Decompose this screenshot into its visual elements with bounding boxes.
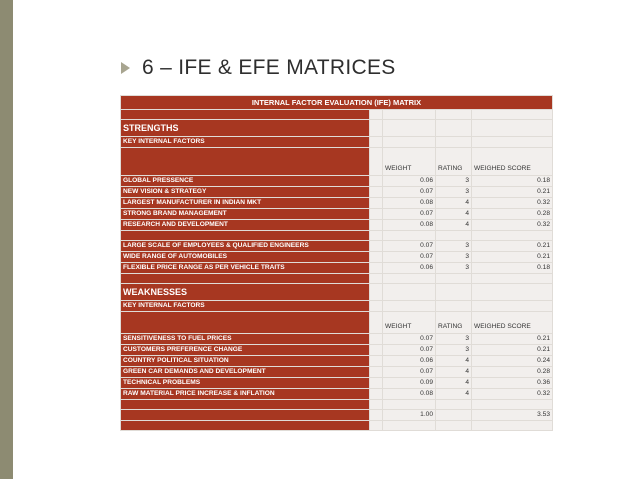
score-value: 0.21 xyxy=(472,187,553,198)
score-value: 0.32 xyxy=(472,198,553,209)
rating-value: 3 xyxy=(436,334,472,345)
weight-cell xyxy=(383,301,436,312)
subtitle-row xyxy=(121,301,553,312)
table-row xyxy=(121,263,553,274)
weight-value: 0.06 xyxy=(383,176,436,187)
gap-cell xyxy=(370,400,383,410)
gap-cell xyxy=(370,209,383,220)
weight-cell xyxy=(383,400,436,410)
weight-value: 0.07 xyxy=(383,334,436,345)
weight-cell xyxy=(383,421,436,431)
rating-value: 4 xyxy=(436,389,472,400)
gap-cell xyxy=(370,378,383,389)
score-cell xyxy=(472,274,553,284)
factor-label: TECHNICAL PROBLEMS xyxy=(121,378,370,389)
factor-label: STRONG BRAND MANAGEMENT xyxy=(121,209,370,220)
spacer-row xyxy=(121,421,553,431)
gap-cell xyxy=(370,345,383,356)
spacer-row xyxy=(121,274,553,284)
score-value: 0.21 xyxy=(472,345,553,356)
weight-cell xyxy=(383,284,436,301)
gap-cell xyxy=(370,274,383,284)
spacer-label xyxy=(121,421,370,431)
score-value: 0.28 xyxy=(472,209,553,220)
weight-value: 0.08 xyxy=(383,389,436,400)
spacer-label xyxy=(121,274,370,284)
rating-cell xyxy=(436,120,472,137)
strengths-subtitle: KEY INTERNAL FACTORS xyxy=(121,137,370,148)
spacer-row xyxy=(121,231,553,241)
rating-value: 3 xyxy=(436,176,472,187)
rating-cell xyxy=(436,301,472,312)
rating-cell xyxy=(436,400,472,410)
rating-cell xyxy=(436,110,472,120)
weight-value: 0.07 xyxy=(383,241,436,252)
score-cell xyxy=(472,400,553,410)
rating-value: 3 xyxy=(436,252,472,263)
gap-cell xyxy=(370,137,383,148)
score-value: 0.21 xyxy=(472,241,553,252)
spacer-label xyxy=(121,231,370,241)
gap-cell xyxy=(370,198,383,209)
gap-cell xyxy=(370,241,383,252)
matrix-title: INTERNAL FACTOR EVALUATION (IFE) MATRIX xyxy=(121,96,553,110)
gap-cell xyxy=(370,187,383,198)
rating-value: 4 xyxy=(436,378,472,389)
table-row xyxy=(121,378,553,389)
table-row xyxy=(121,367,553,378)
gap-cell xyxy=(370,367,383,378)
rating-header: RATING xyxy=(436,148,472,176)
rating-cell xyxy=(436,410,472,421)
total-score: 3.53 xyxy=(472,410,553,421)
totals-row xyxy=(121,410,553,421)
table-row xyxy=(121,187,553,198)
gap-cell xyxy=(370,301,383,312)
factor-label: RAW MATERIAL PRICE INCREASE & INFLATION xyxy=(121,389,370,400)
weight-cell xyxy=(383,120,436,137)
factor-label: COUNTRY POLITICAL SITUATION xyxy=(121,356,370,367)
ife-matrix-table xyxy=(120,95,553,431)
score-cell xyxy=(472,301,553,312)
score-cell xyxy=(472,421,553,431)
matrix-title-row xyxy=(121,96,553,110)
table-row xyxy=(121,241,553,252)
weight-cell xyxy=(383,110,436,120)
table-row xyxy=(121,334,553,345)
score-value: 0.32 xyxy=(472,389,553,400)
weight-value: 0.08 xyxy=(383,220,436,231)
weight-header: WEIGHT xyxy=(383,148,436,176)
factor-label: GLOBAL PRESSENCE xyxy=(121,176,370,187)
spacer-label xyxy=(121,110,370,120)
table-row xyxy=(121,345,553,356)
rating-value: 3 xyxy=(436,187,472,198)
factor-label: LARGE SCALE OF EMPLOYEES & QUALIFIED ENGINEERS xyxy=(121,241,370,252)
weaknesses-subtitle: KEY INTERNAL FACTORS xyxy=(121,301,370,312)
factor-label: NEW VISION & STRATEGY xyxy=(121,187,370,198)
rating-cell xyxy=(436,231,472,241)
rating-value: 3 xyxy=(436,241,472,252)
gap-cell xyxy=(370,263,383,274)
slide-title: 6 – IFE & EFE MATRICES xyxy=(142,56,396,79)
gap-cell xyxy=(370,389,383,400)
table-row xyxy=(121,209,553,220)
weight-header: WEIGHT xyxy=(383,312,436,334)
gap-cell xyxy=(370,312,383,334)
rating-value: 4 xyxy=(436,220,472,231)
spacer-row xyxy=(121,110,553,120)
totals-label xyxy=(121,410,370,421)
weight-value: 0.07 xyxy=(383,252,436,263)
gap-cell xyxy=(370,120,383,137)
factor-label: SENSITIVENESS TO FUEL PRICES xyxy=(121,334,370,345)
weight-value: 0.07 xyxy=(383,345,436,356)
gap-cell xyxy=(370,356,383,367)
gap-cell xyxy=(370,252,383,263)
gap-cell xyxy=(370,421,383,431)
score-value: 0.21 xyxy=(472,334,553,345)
spacer-row xyxy=(121,400,553,410)
score-header: WEIGHED SCORE xyxy=(472,312,553,334)
rating-value: 3 xyxy=(436,263,472,274)
rating-value: 4 xyxy=(436,356,472,367)
score-value: 0.36 xyxy=(472,378,553,389)
strengths-title: STRENGTHS xyxy=(121,120,370,137)
score-value: 0.24 xyxy=(472,356,553,367)
score-value: 0.18 xyxy=(472,263,553,274)
weight-cell xyxy=(383,137,436,148)
score-value: 0.28 xyxy=(472,367,553,378)
rating-cell xyxy=(436,421,472,431)
factor-label: GREEN CAR DEMANDS AND DEVELOPMENT xyxy=(121,367,370,378)
column-header-row xyxy=(121,148,553,176)
score-cell xyxy=(472,137,553,148)
rating-cell xyxy=(436,137,472,148)
bullet-arrow-icon xyxy=(121,62,130,74)
subtitle-row xyxy=(121,137,553,148)
table-row xyxy=(121,176,553,187)
score-header: WEIGHED SCORE xyxy=(472,148,553,176)
weight-value: 0.09 xyxy=(383,378,436,389)
weight-value: 0.07 xyxy=(383,209,436,220)
rating-cell xyxy=(436,284,472,301)
gap-cell xyxy=(370,231,383,241)
factor-label: FLEXIBLE PRICE RANGE AS PER VEHICLE TRAITS xyxy=(121,263,370,274)
score-cell xyxy=(472,231,553,241)
header-spacer-label xyxy=(121,148,370,176)
column-header-row xyxy=(121,312,553,334)
score-cell xyxy=(472,110,553,120)
spacer-label xyxy=(121,400,370,410)
table-row xyxy=(121,220,553,231)
gap-cell xyxy=(370,148,383,176)
weight-cell xyxy=(383,231,436,241)
section-row xyxy=(121,120,553,137)
factor-label: LARGEST MANUFACTURER IN INDIAN MKT xyxy=(121,198,370,209)
gap-cell xyxy=(370,284,383,301)
weight-value: 0.08 xyxy=(383,198,436,209)
rating-value: 4 xyxy=(436,198,472,209)
score-value: 0.32 xyxy=(472,220,553,231)
rating-value: 4 xyxy=(436,209,472,220)
gap-cell xyxy=(370,176,383,187)
gap-cell xyxy=(370,334,383,345)
weight-value: 0.06 xyxy=(383,263,436,274)
score-value: 0.21 xyxy=(472,252,553,263)
weight-value: 0.06 xyxy=(383,356,436,367)
score-value: 0.18 xyxy=(472,176,553,187)
table-row xyxy=(121,198,553,209)
score-cell xyxy=(472,120,553,137)
gap-cell xyxy=(370,220,383,231)
weaknesses-title: WEAKNESSES xyxy=(121,284,370,301)
header-spacer-label xyxy=(121,312,370,334)
rating-cell xyxy=(436,274,472,284)
weight-value: 0.07 xyxy=(383,367,436,378)
side-bar xyxy=(0,0,13,479)
section-row xyxy=(121,284,553,301)
table-row xyxy=(121,389,553,400)
factor-label: CUSTOMERS PREFERENCE CHANGE xyxy=(121,345,370,356)
rating-header: RATING xyxy=(436,312,472,334)
total-weight: 1.00 xyxy=(383,410,436,421)
score-cell xyxy=(472,284,553,301)
weight-value: 0.07 xyxy=(383,187,436,198)
rating-value: 4 xyxy=(436,367,472,378)
table-row xyxy=(121,252,553,263)
gap-cell xyxy=(370,410,383,421)
factor-label: RESEARCH AND DEVELOPMENT xyxy=(121,220,370,231)
factor-label: WIDE RANGE OF AUTOMOBILES xyxy=(121,252,370,263)
weight-cell xyxy=(383,274,436,284)
rating-value: 3 xyxy=(436,345,472,356)
table-row xyxy=(121,356,553,367)
gap-cell xyxy=(370,110,383,120)
